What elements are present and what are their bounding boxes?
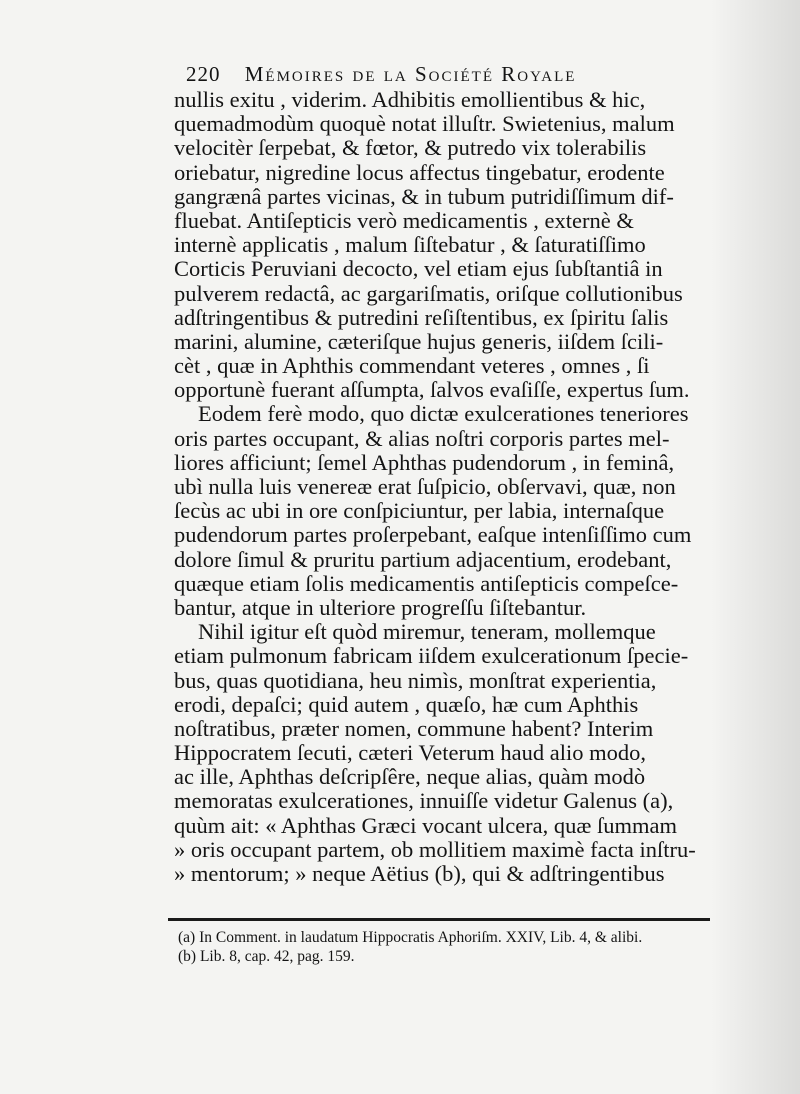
text-line: quæque etiam ſolis medicamentis antiſepticis compeſce- bbox=[174, 570, 679, 596]
running-header bbox=[186, 62, 706, 87]
text-line: Nihil igitur eſt quòd miremur, teneram, mollemque bbox=[198, 619, 656, 645]
text-line: dolore ſimul & pruritu partium adjacentium, erodebant, bbox=[174, 546, 672, 572]
text-line: ubì nulla luis venereæ erat ſuſpicio, obſervavi, quæ, non bbox=[174, 474, 676, 499]
text-line: oriebatur, nigredine locus affectus tingebatur, erodente bbox=[174, 159, 665, 185]
footnote: (a) In Comment. in laudatum Hippocratis Aphoriſm. XXIV, Lib. 4, & alibi. bbox=[178, 929, 643, 946]
text-line: quemadmodùm quoquè notat illuſtr. Swietenius, malum bbox=[174, 111, 675, 137]
footnotes bbox=[178, 928, 738, 966]
footnote: (b) Lib. 8, cap. 42, pag. 159. bbox=[178, 948, 355, 965]
running-title: Mémoires de la Société Royale bbox=[244, 62, 577, 86]
text-line: » oris occupant partem, ob mollitiem maximè facta inſtru- bbox=[174, 836, 696, 862]
text-line: bus, quas quotidiana, heu nimìs, monſtrat experientia, bbox=[174, 667, 657, 693]
text-line: opportunè fuerant aſſumpta, ſalvos evaſiſſe, expertus ſum. bbox=[174, 377, 690, 403]
text-line: pudendorum partes proſerpebant, eaſque intenſiſſimo cum bbox=[174, 522, 692, 548]
text-line: Corticis Peruviani decocto, vel etiam ejus ſubſtantiâ in bbox=[174, 256, 663, 282]
text-line: erodi, depaſci; quid autem , quæſo, hæ cum Aphthis bbox=[174, 691, 639, 717]
text-line: ſecùs ac ubi in ore conſpiciuntur, per labia, internaſque bbox=[174, 498, 665, 524]
text-line: cèt , quæ in Aphthis commendant veteres , omnes , ſi bbox=[174, 353, 650, 379]
text-line: noſtratibus, præter nomen, commune habent? Interim bbox=[174, 715, 654, 741]
page-number: 220 bbox=[186, 62, 221, 86]
text-line: memoratas exulcerationes, innuiſſe videtur Galenus (a), bbox=[174, 788, 674, 814]
text-line: pulverem redactâ, ac gargariſmatis, oriſque collutionibus bbox=[174, 280, 683, 306]
text-line: marini, alumine, cæteriſque hujus generis, iiſdem ſcili- bbox=[174, 328, 664, 354]
text-line: nullis exitu , viderim. Adhibitis emollientibus & hic, bbox=[174, 87, 646, 112]
text-line: quùm ait: « Aphthas Græci vocant ulcera, quæ ſummam bbox=[174, 812, 678, 838]
text-line: ac ille, Aphthas deſcripſêre, neque alias, quàm modò bbox=[174, 764, 646, 790]
body-text bbox=[174, 88, 734, 886]
text-line: Hippocratem ſecuti, cæteri Veterum haud alio modo, bbox=[174, 740, 646, 766]
text-line: » mentorum; » neque Aëtius (b), qui & adſtringentibus bbox=[174, 861, 665, 886]
text-line: internè applicatis , malum ſiſtebatur , & ſaturatiſſimo bbox=[174, 232, 646, 258]
text-line: liores afficiunt; ſemel Aphthas pudendorum , in feminâ, bbox=[174, 449, 675, 475]
text-line: gangrænâ partes vicinas, & in tubum putridiſſimum dif- bbox=[174, 183, 674, 209]
text-line: oris partes occupant, & alias noſtri corporis partes mel- bbox=[174, 425, 670, 451]
text-line: etiam pulmonum fabricam iiſdem exulcerationum ſpecie- bbox=[174, 643, 689, 669]
footnote-rule bbox=[168, 918, 710, 921]
text-line: Eodem ferè modo, quo dictæ exulcerationes teneriores bbox=[198, 401, 689, 427]
text-line: fluebat. Antiſepticis verò medicamentis , externè & bbox=[174, 207, 634, 233]
text-line: bantur, atque in ulteriore progreſſu ſiſtebantur. bbox=[174, 594, 587, 620]
text-line: velocitèr ſerpebat, & fœtor, & putredo vix tolerabilis bbox=[174, 135, 647, 161]
text-line: adſtringentibus & putredini reſiſtentibus, ex ſpiritu ſalis bbox=[174, 304, 669, 330]
